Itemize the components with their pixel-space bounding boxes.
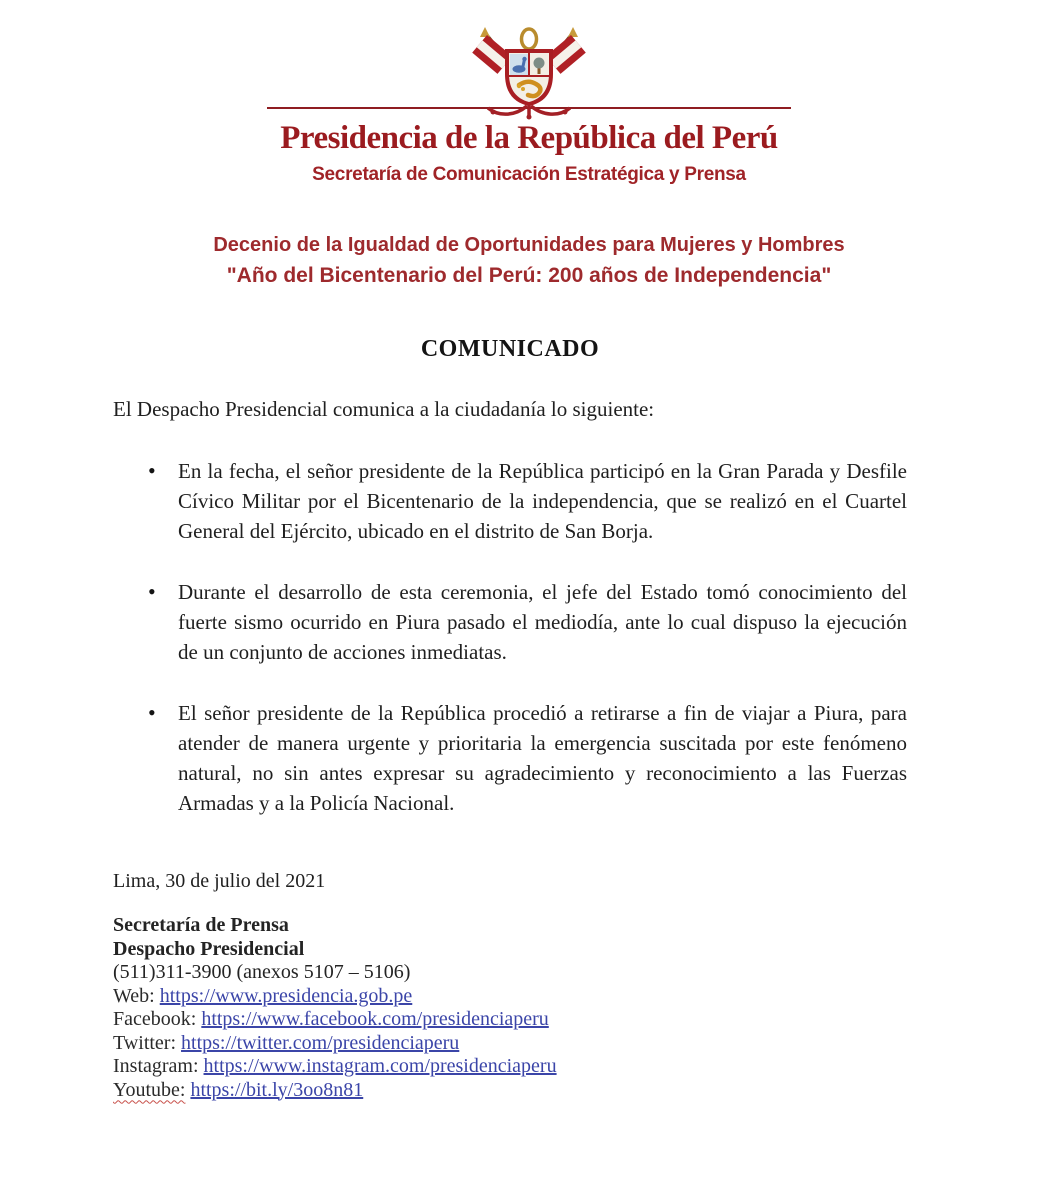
org-subtitle: Secretaría de Comunicación Estratégica y Prensa: [312, 164, 746, 185]
facebook-link-row: [113, 1008, 907, 1032]
org-title: Presidencia de la República del Perú: [280, 120, 778, 156]
facebook-label: Facebook:: [113, 1008, 197, 1030]
twitter-label: Twitter:: [113, 1031, 177, 1054]
web-link-row: [113, 985, 907, 1009]
youtube-link[interactable]: https://bit.ly/3oo8n81: [190, 1078, 364, 1101]
bullet-item: • El señor presidente de la República procedió a retirarse a fin de viajar a Piura, para atender de manera urgente y prioritaria la emergencia suscitada por este fenómeno natural, no sin antes expresar su agradecimiento y reconocimiento a las Fuerzas Armadas y a la Policía Nacional.: [178, 698, 907, 818]
document-footer: [0, 914, 1058, 1102]
bullet-item: • En la fecha, el señor presidente de la República participó en la Gran Parada y Desfile Cívico Militar por el Bicentenario de la independencia, que se realizó en el Cuartel General del Ejército, ubicado en el distrito de San Borja.: [178, 456, 907, 546]
instagram-link-row: [113, 1055, 907, 1079]
twitter-link[interactable]: https://twitter.com/presidenciaperu: [181, 1031, 460, 1054]
document-body: [0, 334, 1058, 894]
instagram-link[interactable]: https://www.instagram.com/presidenciaperu: [203, 1055, 557, 1077]
instagram-label: Instagram:: [113, 1055, 199, 1077]
decenio-slogan: Decenio de la Igualdad de Oportunidades para Mujeres y Hombres: [213, 234, 845, 256]
web-link[interactable]: https://www.presidencia.gob.pe: [159, 984, 413, 1007]
bullet-item: • Durante el desarrollo de esta ceremonia, el jefe del Estado tomó conocimiento del fuerte sismo ocurrido en Piura pasado el mediodía, ante lo cual dispuso la ejecución de un conjunto de acciones inmediatas.: [178, 577, 907, 667]
date-line: Lima, 30 de julio del 2021: [113, 870, 326, 892]
bullet-list: [113, 456, 907, 818]
web-label: Web:: [113, 984, 155, 1007]
footer-org-line: Despacho Presidencial: [113, 937, 305, 960]
slogan-block: [0, 232, 1058, 290]
doc-title: COMUNICADO: [420, 336, 600, 362]
peru-coat-of-arms-icon: [463, 26, 595, 120]
youtube-link-row: [113, 1079, 907, 1103]
bicentenario-slogan: "Año del Bicentenario del Perú: 200 años de Independencia": [226, 264, 832, 287]
footer-org-line: Secretaría de Prensa: [113, 914, 289, 936]
intro-line: El Despacho Presidencial comunica a la ciudadanía lo siguiente:: [113, 397, 655, 421]
emblem-area: [0, 26, 1058, 116]
letterhead: [0, 26, 1058, 188]
youtube-label: Youtube:: [113, 1078, 186, 1101]
phone-line: (511)311-3900 (anexos 5107 – 5106): [113, 961, 411, 983]
facebook-link[interactable]: https://www.facebook.com/presidenciaperu: [201, 1008, 549, 1030]
twitter-link-row: [113, 1032, 907, 1056]
